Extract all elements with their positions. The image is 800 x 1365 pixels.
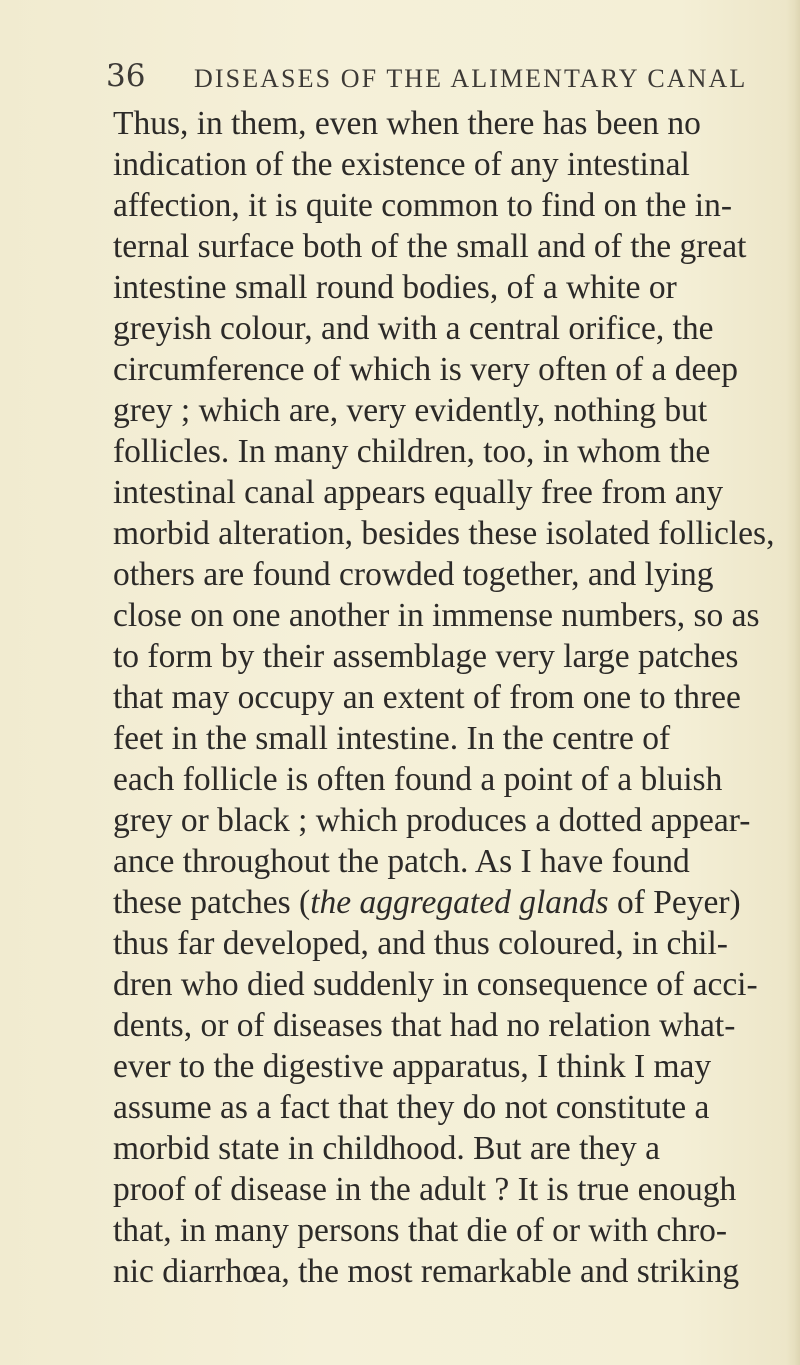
text-line: others are found crowded together, and lying: [113, 556, 714, 593]
text-line: thus far developed, and thus coloured, in chil-: [113, 925, 728, 962]
text-line: assume as a fact that they do not constitute a: [113, 1089, 710, 1126]
text-line: morbid state in childhood. But are they a: [113, 1130, 661, 1167]
text-line: each follicle is often found a point of a bluish: [113, 761, 723, 798]
italic-phrase: the aggregated glands: [310, 884, 609, 921]
text-line: circumference of which is very often of a deep: [113, 351, 739, 388]
page-number: 36: [106, 58, 146, 94]
text-line: dents, or of diseases that had no relation what-: [113, 1007, 736, 1044]
text-line: greyish colour, and with a central orifice, the: [113, 310, 714, 347]
text-line: intestinal canal appears equally free from any: [113, 474, 724, 511]
text-line: grey or black ; which produces a dotted appear-: [113, 802, 751, 839]
text-line: morbid alteration, besides these isolated follicles,: [113, 515, 775, 552]
text-line: affection, it is quite common to find on the in-: [113, 187, 733, 224]
text-line: ternal surface both of the small and of the great: [113, 228, 747, 265]
text-run: of Peyer): [608, 884, 741, 921]
running-title: DISEASES OF THE ALIMENTARY CANAL: [194, 64, 748, 93]
text-line: that, in many persons that die of or with chro-: [113, 1212, 728, 1249]
text-line: grey ; which are, very evidently, nothing but: [113, 392, 708, 429]
text-line: ance throughout the patch. As I have found: [113, 843, 690, 880]
text-line: close on one another in immense numbers, so as: [113, 597, 760, 634]
text-line: that may occupy an extent of from one to three: [113, 679, 741, 716]
text-line: dren who died suddenly in consequence of acci-: [113, 966, 758, 1003]
text-line: intestine small round bodies, of a white or: [113, 269, 677, 306]
text-line: Thus, in them, even when there has been no: [113, 105, 701, 142]
text-line: feet in the small intestine. In the centre of: [113, 720, 671, 757]
text-line: nic diarrhœa, the most remarkable and striking: [113, 1253, 740, 1290]
text-line-with-italic: [113, 883, 741, 923]
text-line: ever to the digestive apparatus, I think I may: [113, 1048, 712, 1085]
text-run: these patches (: [113, 884, 311, 921]
text-line: to form by their assemblage very large patches: [113, 638, 739, 675]
text-line: indication of the existence of any intestinal: [113, 146, 690, 183]
text-line: follicles. In many children, too, in whom the: [113, 433, 711, 470]
text-line: proof of disease in the adult ? It is true enough: [113, 1171, 737, 1208]
